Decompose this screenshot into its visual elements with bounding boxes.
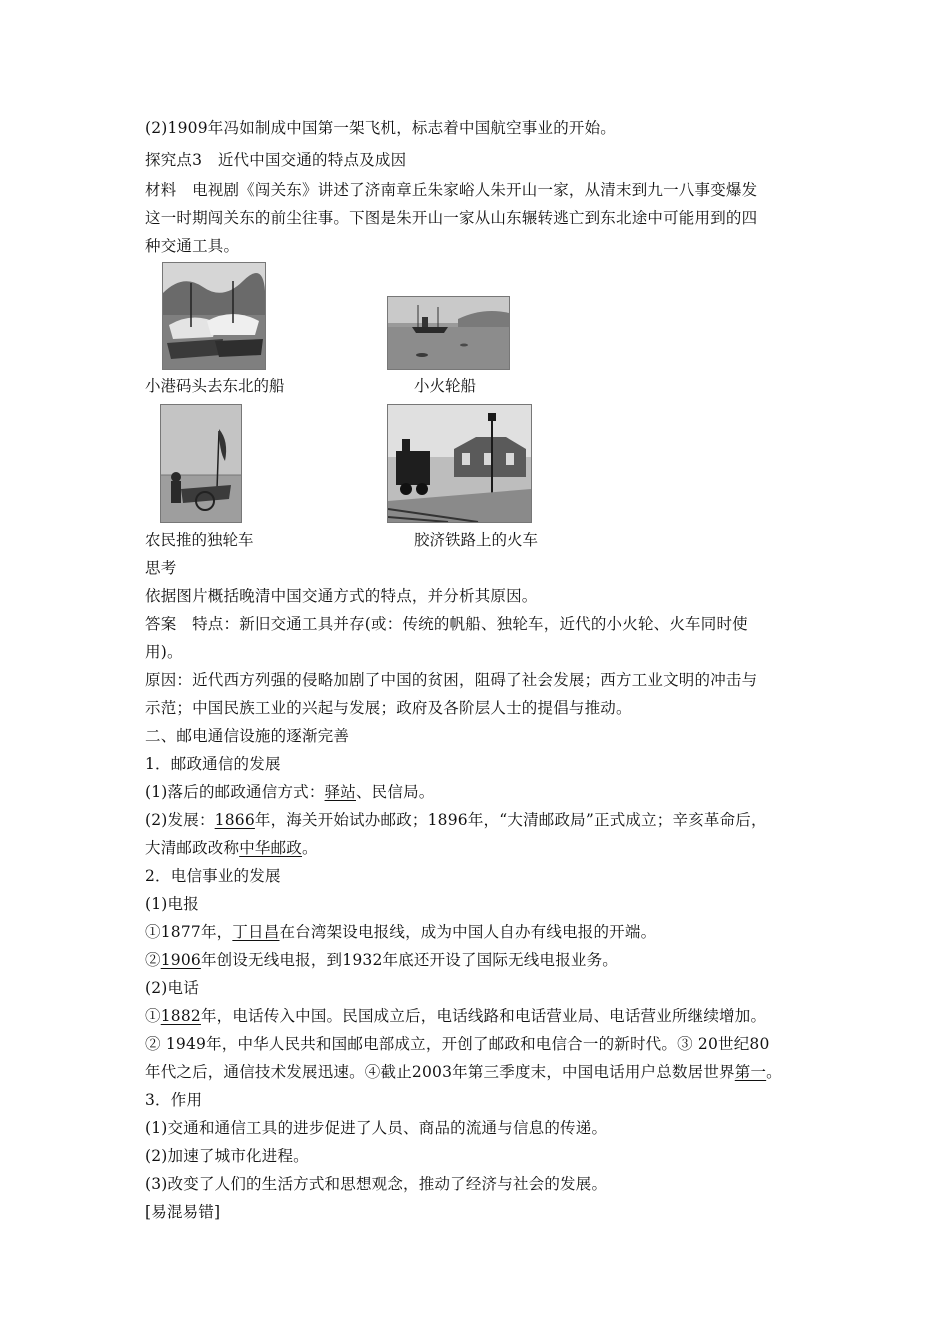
underlined-term: 1906 [160,951,201,969]
text-segment: 年，海关开始试办邮政；1896年，“大清邮政局”正式成立；辛亥革命后， [254,811,767,829]
text-segment: 年创设无线电报，到1932年底还开设了国际无线电报业务。 [200,951,619,969]
text-line: 思考 [145,559,177,577]
section-heading: [易混易错] [145,1203,221,1221]
answer-line: 答案 特点：新旧交通工具并存(或：传统的帆船、独轮车，近代的小火轮、火车同时使 [145,615,748,633]
photo-harbor-boats [162,262,266,370]
text-line [145,782,434,802]
caption-train: 胶济铁路上的火车 [414,531,539,549]
photo-steamer [387,296,510,370]
caption-steamer: 小火轮船 [414,377,477,395]
text-line [145,1062,782,1082]
text-segment: ①1877年， [145,923,233,941]
text-line [145,950,618,970]
text-segment: 在台湾架设电报线，成为中国人自办有线电报的开端。 [279,923,657,941]
underlined-term: 丁日昌 [232,923,280,941]
text-segment: (1)落后的邮政通信方式： [145,783,325,801]
text-line [145,1006,766,1026]
text-line: 原因：近代西方列强的侵略加剧了中国的贫困，阻碍了社会发展；西方工业文明的冲击与 [145,671,758,689]
underlined-term: 中华邮政 [239,839,303,857]
photo-wheelbarrow-image [161,405,241,522]
text-segment: 、民信局。 [355,783,435,801]
text-line [145,838,318,858]
text-line: 依据图片概括晚清中国交通方式的特点，并分析其原因。 [145,587,538,605]
underlined-term: 1882 [160,1007,201,1025]
photo-train-image [388,405,531,522]
text-segment: 年代之后，通信技术发展迅速。④截止2003年第三季度末，中国电话用户总数居世界 [145,1063,735,1081]
text-segment: 年，电话传入中国。民国成立后，电话线路和电话营业局、电话营业所继续增加。 [200,1007,767,1025]
text-line: 用)。 [145,643,183,661]
text-line [145,922,656,942]
underlined-term: 驿站 [324,783,356,801]
subsection-heading: 2．电信事业的发展 [145,867,281,885]
subsection-heading: 3．作用 [145,1091,203,1109]
text-line: 种交通工具。 [145,237,240,255]
text-line: 材料 电视剧《闯关东》讲述了济南章丘朱家峪人朱开山一家，从清末到九一八事变爆发 [145,181,758,199]
text-line: 这一时期闯关东的前尘往事。下图是朱开山一家从山东辗转逃亡到东北途中可能用到的四 [145,209,758,227]
text-line: (1)交通和通信工具的进步促进了人员、商品的流通与信息的传递。 [145,1119,608,1137]
text-line: (2)加速了城市化进程。 [145,1147,309,1165]
photo-harbor-boats-image [163,263,265,369]
text-line: (3)改变了人们的生活方式和思想观念，推动了经济与社会的发展。 [145,1175,608,1193]
photo-train [387,404,532,523]
section-heading: 二、邮电通信设施的逐渐完善 [145,727,350,745]
photo-steamer-image [388,297,509,369]
underlined-term: 1866 [214,811,255,829]
text-line [145,810,767,830]
photo-wheelbarrow [160,404,242,523]
section-heading: 探究点3 近代中国交通的特点及成因 [145,151,407,169]
text-segment: ② [145,951,161,969]
caption-wheelbarrow: 农民推的独轮车 [145,531,254,549]
text-segment: 。 [766,1063,782,1081]
text-segment: 大清邮政改称 [145,839,240,857]
text-line: (2)1909年冯如制成中国第一架飞机，标志着中国航空事业的开始。 [145,119,617,137]
text-line: (2)电话 [145,979,199,997]
text-line: 示范；中国民族工业的兴起与发展；政府及各阶层人士的提倡与推动。 [145,699,632,717]
text-segment: (2)发展： [145,811,215,829]
text-segment: 。 [302,839,318,857]
text-line: ② 1949年，中华人民共和国邮电部成立，开创了邮政和电信合一的新时代。③ 20世纪80 [145,1035,770,1053]
text-segment: ① [145,1007,161,1025]
subsection-heading: 1．邮政通信的发展 [145,755,281,773]
underlined-term: 第一 [734,1063,767,1081]
text-line: (1)电报 [145,895,199,913]
caption-harbor-boats: 小港码头去东北的船 [145,377,285,395]
